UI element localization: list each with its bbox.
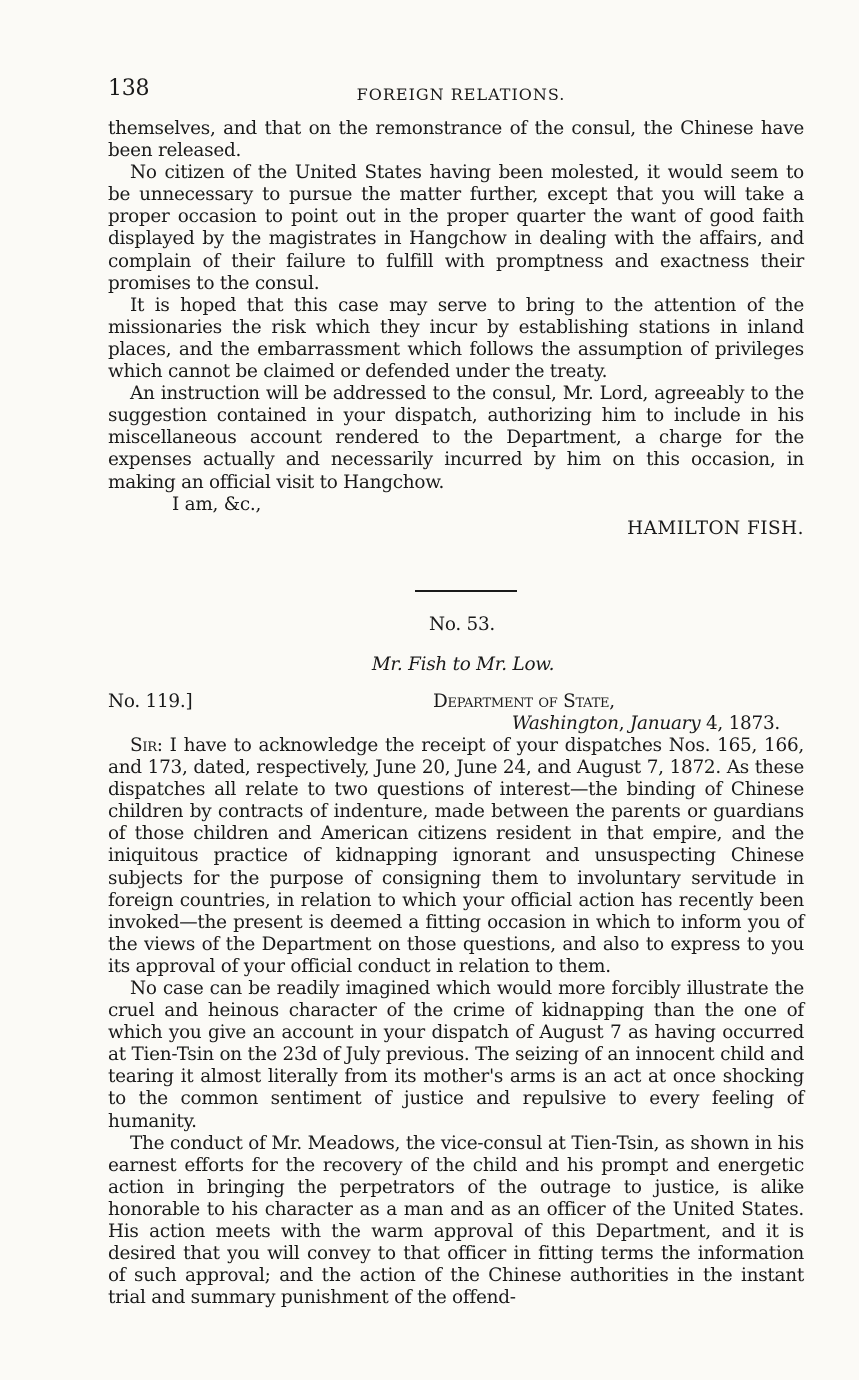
letter-date: Washington, January 4, 1873. [511,712,780,734]
page-number: 138 [108,76,150,101]
date-month: January [629,712,701,734]
department-name: Department of State, [433,690,615,712]
letter2-paragraph-2: No case can be readily imagined which would more forcibly illustrate the cruel and heinous character of the crime of kidnapping than the one of which you give an account in your dispatch of August 7 as having occurred at Tien-Tsin on the 23d of July previous. The seizing of an innocent child and tearing it almost literally from its mother's arms is an act at once shocking to the common sentiment of justice and repulsive to every feeling of humanity. [108,978,804,1132]
letter2-paragraph-1 [108,735,804,978]
letter1-signature: HAMILTON FISH. [627,517,804,539]
letter1-paragraph-4: An instruction will be addressed to the consul, Mr. Lord, agreeably to the suggestion contained in your dispatch, authorizing him to include in his miscellaneous account rendered to the Department, a charge for the expenses actually and necessarily incurred by him on this occasion, in making an official visit to Hangchow. [108,383,804,493]
document-page [108,78,804,1309]
letter1-closing: I am, &c., [172,493,262,515]
letter2-paragraph-3: The conduct of Mr. Meadows, the vice-consul at Tien-Tsin, as shown in his earnest efforts for the recovery of the child and his prompt and energetic action in bringing the perpetrators of the outrage to justice, is alike honorable to his character as a man and as an officer of the United States. His action meets with the warm approval of this Department, and it is desired that you will convey to that officer in fitting terms the information of such approval; and the action of the Chinese authorities in the instant trial and summary punishment of the offend- [108,1132,804,1309]
letter1-paragraph-3: It is hoped that this case may serve to bring to the attention of the missionaries the risk which they incur by establishing stations in inland places, and the embarrassment which follows the assumption of privileges which cannot be claimed or defended under the treaty. [108,294,804,383]
reference-number: No. 119.] [108,690,193,712]
date-place: Washington [511,712,619,734]
page-header [108,78,804,118]
document-heading: Mr. Fish to Mr. Low. [371,653,555,675]
letter2-paragraph-1-text: : I have to acknowledge the receipt of your dispatches Nos. 165, 166, and 173, dated, respectively, June 20, June 24, and August 7, 1872. As these dispatches all relate to two questions of interest—the binding of Chinese children by contracts of indenture, made between the parents or guardians of those children and American citizens resident in that empire, and the iniquitous practice of kidnapping ignorant and unsuspecting Chinese subjects for the purpose of consigning them to involuntary servitude in foreign countries, in relation to which your official action has recently been invoked—the present is deemed a fitting occasion in which to inform you of the views of the Department on those questions, and also to express to you its approval of your official conduct in relation to them. [108,734,804,977]
letter1-paragraph-2: No citizen of the United States having been molested, it would seem to be unnecessary to pursue the matter further, except that you will take a proper occasion to point out in the proper quarter the want of good faith displayed by the magistrates in Hangchow in dealing with the affairs, and complain of their failure to fulfill with promptness and exactness their promises to the consul. [108,162,804,294]
section-divider [415,590,517,592]
running-title: FOREIGN RELATIONS. [356,85,566,104]
date-day-year: 4, 1873. [705,712,780,734]
dateline [108,691,804,735]
salutation: Sir [130,734,157,756]
letter1-paragraph-1: themselves, and that on the remonstrance of the consul, the Chinese have been released. [108,118,804,162]
document-number: No. 53. [428,613,496,635]
